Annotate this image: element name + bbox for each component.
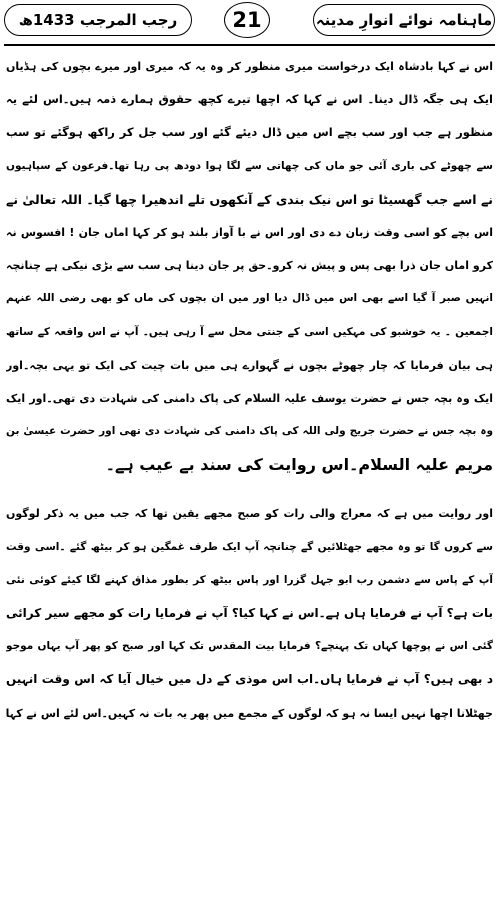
paragraph bbox=[6, 50, 493, 481]
text-line: منظور ہے جب اور سب بچے اس میں ڈال دیئے گئے اور سب جل کر راکھ ہوگئے تو سب bbox=[6, 125, 493, 140]
text-line: سے کروں گا تو وہ مجھے جھٹلائیں گے چنانچہ آپ ایک طرف غمگین ہو کر بیٹھ گئے ۔اسی وقت bbox=[6, 540, 493, 553]
text-line: گئی اس نے پوچھا کہاں تک پہنچے؟ فرمایا بیت المقدس تک کہا اور صبح کو پھر آپ یہاں موجو bbox=[6, 640, 493, 653]
page-number-badge bbox=[224, 2, 270, 38]
text-line: بات ہے؟ آپ نے فرمایا ہاں ہے۔اس نے کہا کیا؟ آپ نے فرمایا رات کو مجھے سیر کرائی bbox=[6, 606, 493, 620]
text-line: ہی بیان فرمایا کہ چار چھوٹے بچوں نے گہوارے ہی میں بات چیت کی ایک تو یہی بچہ۔اور bbox=[6, 358, 493, 372]
issue-date-text: رجب المرجب 1433ھ bbox=[18, 11, 178, 29]
text-line: وہ بچہ جس نے حضرت جریج ولی اللہ کی پاک دامنی کی شہادت دی تھی اور حضرت عیسیٰ بن bbox=[6, 425, 493, 438]
text-line: انہیں صبر آ گیا اسے بھی اس میں ڈال دیا اور میں ان بچوں کی ماں کو بھی رضی اللہ عنہم bbox=[6, 292, 493, 305]
text-line: نے اسے جب گھسیٹا تو اس نیک بندی کے آنکھوں تلے اندھیرا چھا گیا۔ اللہ تعالیٰ نے bbox=[6, 191, 493, 207]
text-line: سے چھوٹے کی باری آئی جو ماں کی چھاتی سے لگا ہوا دودھ پی رہا تھا۔فرعون کے سپاہیوں bbox=[6, 159, 493, 172]
magazine-title-label bbox=[313, 4, 495, 36]
text-line: اجمعین ۔ یہ خوشبو کی مہکیں اسی کے جنتی محل سے آ رہی ہیں۔ آپ نے اس واقعہ کے ساتھ bbox=[6, 325, 493, 338]
text-line: مریم علیہ السلام۔اس روایت کی سند بے عیب ہے۔ bbox=[105, 455, 493, 475]
page-number: 21 bbox=[232, 8, 262, 32]
paragraph-spacer bbox=[6, 481, 493, 497]
page-header bbox=[0, 0, 499, 44]
text-line: جھٹلانا اچھا نہیں ایسا نہ ہو کہ لوگوں کے مجمع میں پھر یہ بات نہ کہیں۔اس لئے اس نے کہا bbox=[6, 706, 493, 720]
text-line: د بھی ہیں؟ آپ نے فرمایا ہاں۔اب اس موذی کے دل میں خیال آیا کہ اس وقت انہیں bbox=[6, 672, 493, 687]
article-body bbox=[6, 50, 493, 730]
text-line: آپ کے پاس سے دشمن رب ابو جہل گزرا اور پاس بیٹھ کر بطور مذاق کہنے لگا کیئے کوئی نئی bbox=[6, 573, 493, 586]
issue-date-label bbox=[4, 4, 192, 36]
text-line: ایک ہی جگہ ڈال دینا۔ اس نے کہا کہ اچھا تیرے کچھ حقوق ہمارے ذمہ ہیں۔اس لئے یہ bbox=[6, 92, 493, 107]
paragraph bbox=[6, 497, 493, 729]
text-line: اس نے کہا بادشاہ ایک درخواست میری منظور کر وہ یہ کہ میری اور میرے بچوں کی ہڈیاں bbox=[6, 60, 493, 73]
text-line: اس بچے کو اسی وقت زبان دے دی اور اس نے با آواز بلند ہو کر کہا اماں جان ! افسوس نہ bbox=[6, 225, 493, 239]
text-line: کرو اماں جان ذرا بھی پس و پیش نہ کرو۔حق پر جان دینا ہی سب سے بڑی نیکی ہے چنانچہ bbox=[6, 259, 493, 273]
text-line: ایک وہ بچہ جس نے حضرت یوسف علیہ السلام کی پاک دامنی کی شہادت دی تھی۔اور ایک bbox=[6, 391, 493, 405]
header-divider bbox=[4, 44, 495, 46]
text-line: اور روایت میں ہے کہ معراج والی رات کو صبح مجھے یقین تھا کہ جب میں یہ ذکر لوگوں bbox=[6, 507, 493, 521]
magazine-title: ماہنامہ نوائے انوارِ مدینہ bbox=[315, 11, 493, 29]
